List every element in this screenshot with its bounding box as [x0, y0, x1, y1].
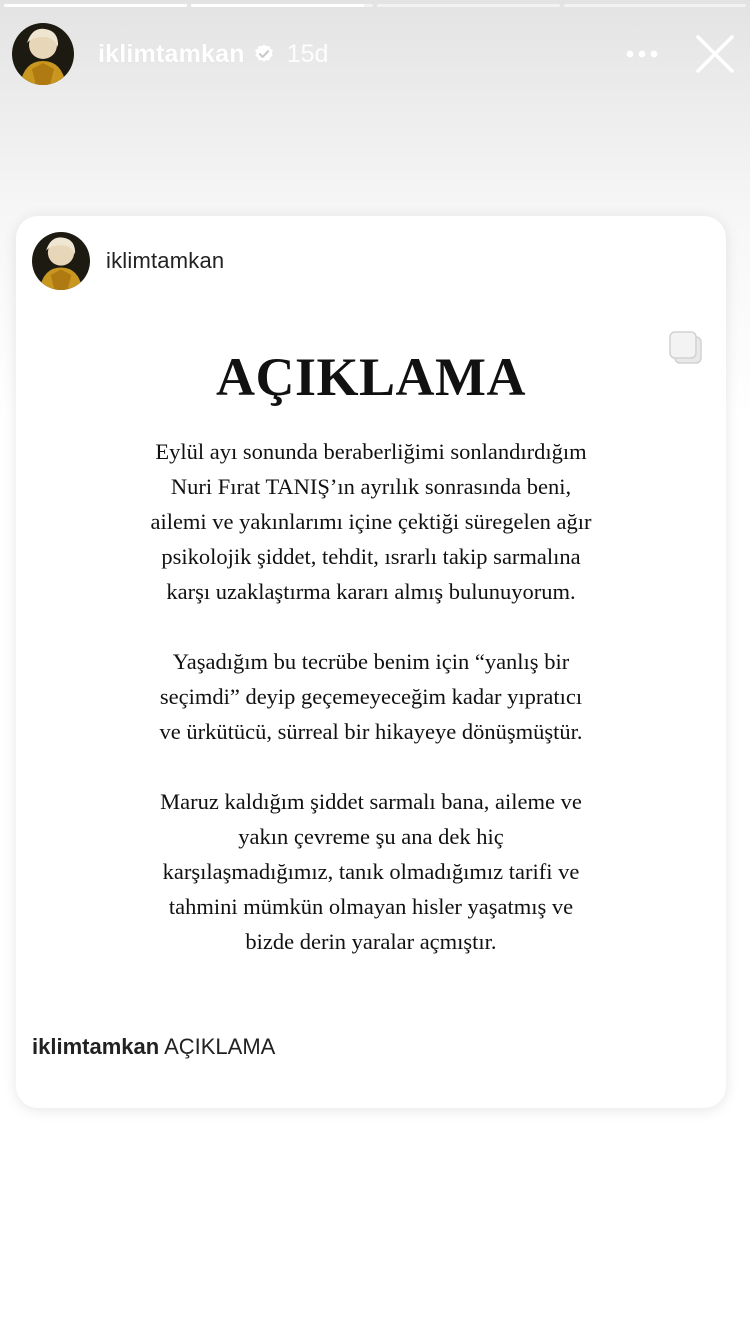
post-header [32, 232, 224, 290]
verified-badge-icon [253, 43, 275, 65]
statement-line: karşı uzaklaştırma kararı almış bulunuyorum. [166, 579, 576, 604]
statement-line: bizde derin yaralar açmıştır. [245, 929, 497, 954]
avatar-image-icon [12, 23, 74, 85]
post-image-statement [16, 312, 726, 1012]
progress-segment-2 [191, 4, 374, 7]
progress-fill-2 [191, 4, 364, 7]
statement-line: tahmini mümkün olmayan hisler yaşatmış ve [168, 894, 574, 919]
post-avatar[interactable] [32, 232, 90, 290]
story-header [12, 22, 738, 86]
statement-title: AÇIKLAMA [216, 347, 526, 407]
shared-post-card[interactable] [16, 216, 726, 1108]
post-caption [32, 1034, 275, 1060]
story-progress-bars [4, 4, 746, 8]
statement-paragraph-1 [16, 434, 726, 609]
statement-line: Nuri Fırat TANIŞ’ın ayrılık sonrasında beni, [170, 474, 572, 499]
close-icon[interactable] [692, 31, 738, 77]
story-avatar[interactable] [12, 23, 74, 85]
caption-username[interactable]: iklimtamkan [32, 1034, 160, 1059]
statement-line: Eylül ayı sonunda beraberliğimi sonlandırdığım [155, 439, 587, 464]
progress-segment-4 [564, 4, 747, 7]
statement-line: psikolojik şiddet, tehdit, ısrarlı takip sarmalına [161, 544, 581, 569]
statement-line: Yaşadığım bu tecrübe benim için “yanlış bir [172, 649, 570, 674]
more-options-icon[interactable] [622, 34, 662, 74]
progress-fill-1 [4, 4, 187, 7]
statement-line: yakın çevreme şu ana dek hiç [238, 824, 504, 849]
post-username[interactable]: iklimtamkan [106, 248, 225, 273]
statement-paragraph-3 [16, 784, 726, 959]
post-avatar-image-icon [32, 232, 90, 290]
story-time-ago: 15d [286, 39, 329, 68]
statement-paragraph-2 [16, 644, 726, 749]
statement-line: ve ürkütücü, sürreal bir hikayeye dönüşmüştür. [159, 719, 583, 744]
progress-segment-1 [4, 4, 187, 7]
statement-line: Maruz kaldığım şiddet sarmalı bana, aileme ve [160, 789, 582, 814]
statement-line: seçimdi” deyip geçemeyeceğim kadar yıpratıcı [159, 684, 583, 709]
statement-line: karşılaşmadığımız, tanık olmadığımız tarifi ve [162, 859, 580, 884]
progress-segment-3 [377, 4, 560, 7]
statement-line: ailemi ve yakınlarımı içine çektiği süregelen ağır [150, 509, 592, 534]
story-username[interactable]: iklimtamkan [98, 39, 245, 68]
caption-text: AÇIKLAMA [164, 1034, 276, 1059]
